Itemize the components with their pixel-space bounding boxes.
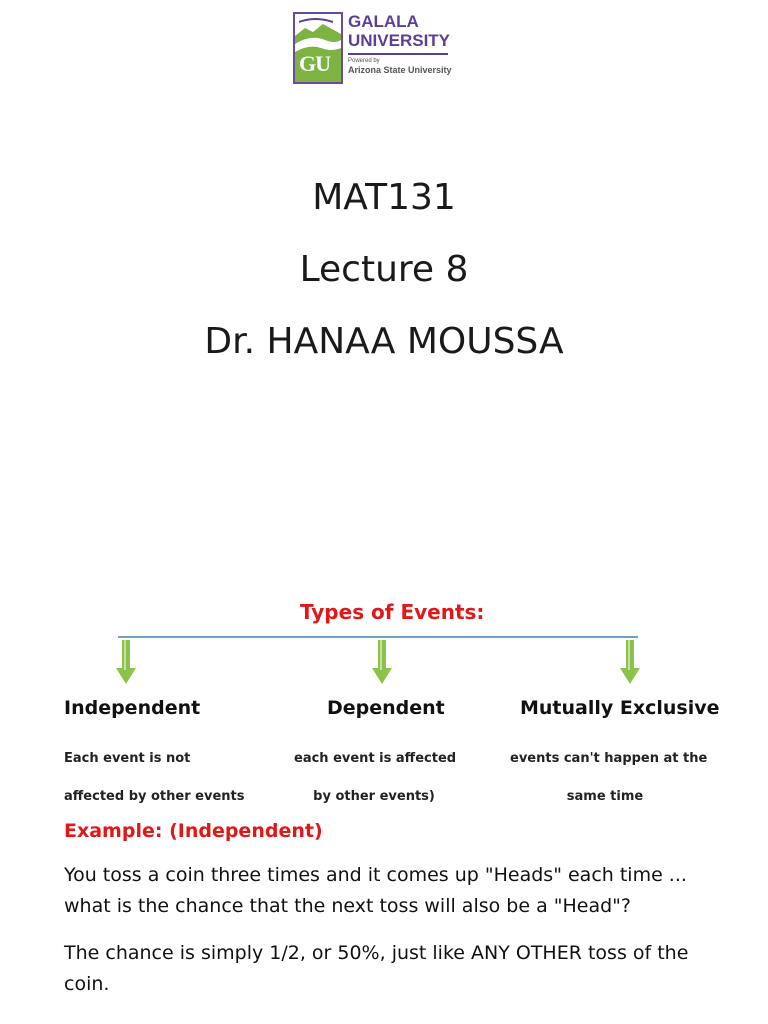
course-code: MAT131 [312, 177, 456, 218]
logo-emblem [293, 12, 343, 84]
col-desc-independent [64, 740, 244, 816]
logo-wordmark [348, 12, 452, 76]
col-title-dependent: Dependent [327, 697, 445, 719]
logo-powered-by: Powered by [348, 58, 380, 64]
logo-divider [348, 53, 448, 55]
logo-line1: GALALA [348, 12, 419, 31]
col-desc-line: Each event is not [64, 751, 191, 766]
col-desc-dependent [294, 740, 457, 816]
university-logo [293, 12, 453, 88]
answer-paragraph: The chance is simply 1/2, or 50%, just like ANY OTHER toss of the coin. [64, 942, 689, 995]
col-desc-line: same time [566, 789, 644, 804]
logo-line2: UNIVERSITY [348, 31, 451, 50]
example-heading: Example: (Independent) [64, 820, 323, 842]
col-desc-line: each event is affected [294, 751, 457, 766]
col-title-independent: Independent [64, 697, 201, 719]
types-heading: Types of Events: [300, 600, 485, 624]
logo-partner: Arizona State University [348, 65, 452, 75]
col-desc-mutually-exclusive [510, 740, 708, 816]
down-arrow-icon [116, 640, 136, 684]
down-arrow-icon [620, 640, 640, 684]
col-desc-line: events can't happen at the [510, 751, 708, 766]
logo-mark: GU [299, 51, 330, 76]
slide-image [0, 590, 768, 1024]
col-desc-line: affected by other events [64, 789, 245, 804]
down-arrow-icon [372, 640, 392, 684]
title-block [0, 177, 768, 396]
tree-connector [118, 636, 638, 638]
lecture-number: Lecture 8 [299, 249, 469, 290]
col-desc-line: by other events) [313, 789, 435, 804]
instructor-name: Dr. HANAA MOUSSA [204, 321, 564, 362]
example-paragraph: You toss a coin three times and it comes up "Heads" each time ... what is the chance that the next toss will also be a "Head"? [64, 864, 687, 917]
col-title-mutually-exclusive: Mutually Exclusive [520, 697, 720, 719]
